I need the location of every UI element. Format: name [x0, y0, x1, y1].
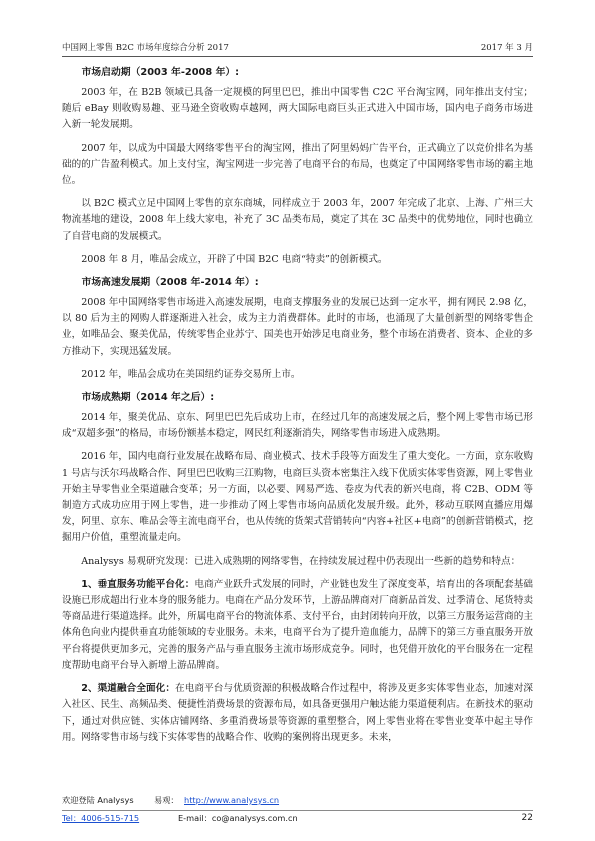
footer-email: E-mail：co@analysys.com.cn [178, 813, 298, 823]
paragraph: 2012 年，唯品会成功在美国纽约证券交易所上市。 [81, 368, 301, 380]
report-title: 中国网上零售 B2C 市场年度综合分析 2017 [62, 43, 229, 53]
paragraph: Analysys 易观研究发现：已进入成熟期的网络零售，在持续发展过程中仍表现出一些新的趋势和特点： [81, 555, 521, 567]
paragraph [62, 681, 533, 746]
paragraph [62, 577, 533, 674]
paragraph: 2008 年中国网络零售市场进入高速发展期，电商支撑服务业的发展已达到一定水平，拥有网民 2.98 亿，以 80 后为主的网购人群逐渐进入社会，成为主力消费群体。此时的市场，也涌现了大量创新型的网络零售企业，如唯品会、聚美优品，传统零售企业苏宁、国美也开始涉足电商业务，整个市场在消费者、资本、企业的多方推动下，实现迅猛发展。 [62, 297, 533, 357]
body-content [62, 64, 533, 753]
page-number: 22 [521, 813, 533, 823]
footer-website-link[interactable]: http://www.analysys.cn [184, 795, 280, 805]
paragraph-lead: 2、渠道融合全面化： [81, 683, 176, 695]
page-header [62, 40, 533, 57]
footer-phone-link[interactable]: Tel：4006-515-715 [62, 813, 140, 823]
paragraph: 2003 年，在 B2B 领域已具备一定规模的阿里巴巴，推出中国零售 C2C 平台淘宝网，同年推出支付宝； 随后 eBay 则收购易趣、亚马逊全资收购卓越网，两大国际电商巨头正式进入中国市场，国内电子商务市场进入新一轮发展期。 [62, 87, 533, 131]
report-date: 2017 年 3 月 [480, 43, 533, 53]
page-footer [62, 795, 533, 829]
section-heading: 市场高速发展期（2008 年-2014 年）: [81, 277, 259, 289]
paragraph-text: 电商产业跃升式发展的同时，产业链也发生了深度变革，培育出的各项配套基础设施已形成超出行业本身的服务能力。电商在产品分发环节，上游品牌商对厂商新品首发、过季清仓、尾货特卖等商品进行渠道选择。此外，所属电商平台的物流体系、支付平台，由封闭转向开放，以第三方服务运营商的主体角色向业内提供垂直功能领域的专业服务。未来，电商平台为了提升造血能力，品牌下的第三方垂直服务开放平台将提供更加多元，完善的服务产品与垂直服务主流市场形成竞争。同时，也凭借开放化的平台服务在一定程度帮助电商平台导入新增上游品牌商。 [62, 578, 533, 671]
footer-site-label: 易观： [154, 795, 179, 805]
section-heading: 市场成熟期（2014 年之后）: [81, 392, 215, 404]
paragraph: 2016 年，国内电商行业发展在战略布局、商业模式、技术手段等方面发生了重大变化。一方面，京东收购 1 号店与沃尔玛战略合作、阿里巴巴收购三江购物，电商巨头资本密集注入线下优质实体零售资源，网上零售业开始主导零售业全渠道融合变革；另一方面，以必要、网易严选、卷皮为代表的新兴电商，将 C2B、ODM 等制造方式成功应用于网上零售，进一步推动了网上零售市场向品质化发展升级。此外，移动互联网直播应用爆发，阿里、京东、唯品会等主流电商平台，也从传统的货架式营销转向“内容+社区+电商”的创新营销模式，挖掘用户价值，重塑流量走向。 [62, 451, 533, 544]
paragraph: 2007 年，以成为中国最大网络零售平台的淘宝网，推出了阿里妈妈广告平台，正式确立了以竞价排名为基础的的广告盈利模式。加上支付宝，淘宝网进一步完善了电商平台的布局，也奠定了中国网络零售市场的霸主地位。 [62, 142, 533, 187]
paragraph-text: 在电商平台与优质资源的积极战略合作过程中，将涉及更多实体零售业态，加速对深入社区、民生、高频品类、便捷性消费场景的资源布局，如具备更强用户触达能力渠道便利店。在新技术的驱动下，通过对供应链、实体店铺网络、多重消费场景等资源的重塑整合，网上零售业将在零售业变革中起主导作用。网络零售市场与线下实体零售的战略合作、收购的案例将出现更多。未来， [62, 683, 533, 743]
paragraph: 2014 年，聚美优品、京东、阿里巴巴先后成功上市，在经过几年的高速发展之后，整个网上零售市场已形成“双超多强”的格局，市场份额基本稳定，网民红利逐渐消失，网络零售市场进入成熟期。 [62, 412, 533, 440]
paragraph: 2008 年 8 月，唯品会成立，开辟了中国 B2C 电商“特卖”的创新模式。 [81, 253, 388, 265]
paragraph-lead: 1、垂直服务功能平台化： [81, 578, 195, 590]
section-heading: 市场启动期（2003 年-2008 年）: [81, 67, 240, 78]
paragraph: 以 B2C 模式立足中国网上零售的京东商城，同样成立于 2003 年，2007 年完成了北京、上海、广州三大物流基地的建设，2008 年上线大家电，补充了 3C 品类布局，奠定了其在 3C 品类中的优势地位，同时也确立了自营电商的发展模式。 [62, 198, 533, 242]
footer-welcome: 欢迎登陆 Analysys [62, 795, 134, 805]
